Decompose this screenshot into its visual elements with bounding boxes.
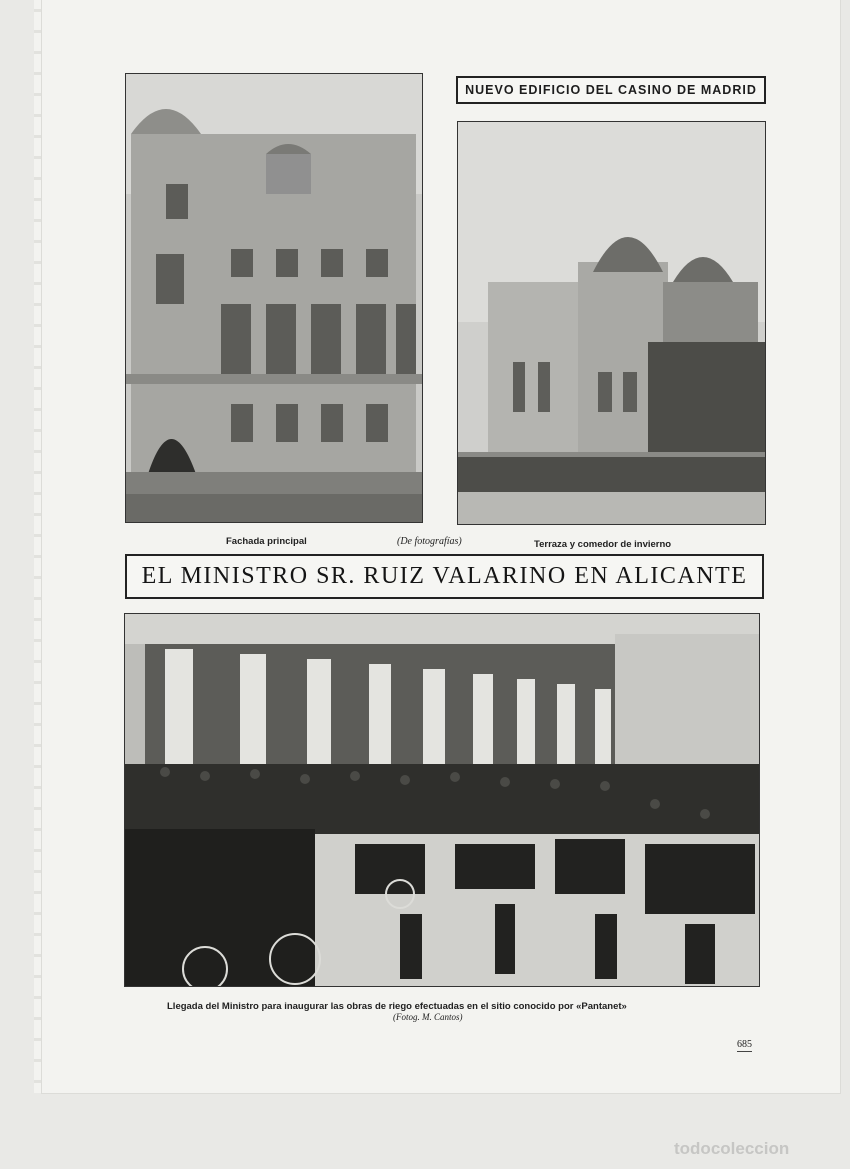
page-number: 685	[737, 1039, 752, 1050]
caption-llegada: Llegada del Ministro para inaugurar las obras de riego efectuadas en el sitio conocido por «Pantanet»	[167, 1001, 627, 1012]
caption-source: (De fotografías)	[397, 536, 462, 547]
caption-credit: (Fotog. M. Cantos)	[393, 1012, 463, 1022]
caption-terraza: Terraza y comedor de invierno	[534, 539, 672, 550]
section-heading-casino: NUEVO EDIFICIO DEL CASINO DE MADRID	[456, 76, 766, 104]
photo-fachada-principal	[125, 73, 423, 523]
main-title: EL MINISTRO SR. RUIZ VALARINO EN ALICANTE	[125, 554, 764, 599]
photo-llegada-ministro	[124, 613, 760, 987]
photo-terraza-comedor	[457, 121, 766, 525]
caption-fachada: Fachada principal	[226, 536, 307, 547]
watermark: todocoleccion	[674, 1139, 790, 1158]
